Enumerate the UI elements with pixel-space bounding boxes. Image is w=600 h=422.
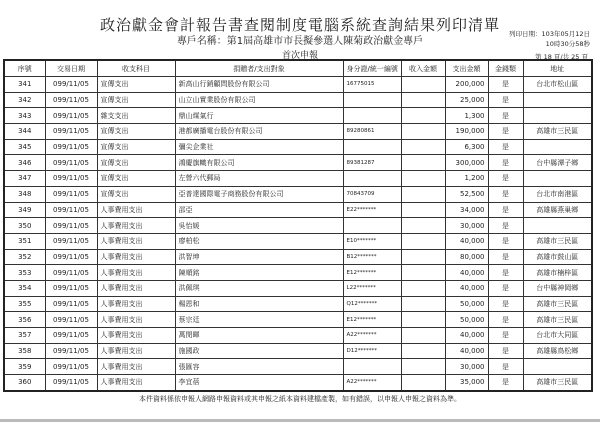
column-header: 地址 xyxy=(523,60,592,77)
table-cell: 099/11/05 xyxy=(45,328,97,344)
table-cell xyxy=(523,218,592,234)
table-row xyxy=(4,108,592,124)
table-cell: 099/11/05 xyxy=(45,359,97,375)
table-cell: 357 xyxy=(4,328,45,344)
table-cell: 359 xyxy=(4,359,45,375)
table-cell: 341 xyxy=(4,77,45,93)
table-row xyxy=(4,312,592,328)
table-cell: 是 xyxy=(488,328,523,344)
table-cell: 高雄市三民區 xyxy=(523,296,592,312)
table-cell: 342 xyxy=(4,92,45,108)
table-cell: 344 xyxy=(4,124,45,140)
column-header: 支出金額 xyxy=(445,60,488,77)
table-cell xyxy=(523,139,592,155)
table-cell xyxy=(401,375,445,391)
table-cell: 人事費用支出 xyxy=(97,312,175,328)
table-cell xyxy=(401,171,445,187)
footer-note: 本件資料係依申報人網路申報資料或其申報之紙本資料建檔產製，如有錯誤，以申報人申報之資料為準。 xyxy=(139,395,461,403)
column-header: 序號 xyxy=(4,60,45,77)
table-cell: 高雄縣燕巢鄉 xyxy=(523,202,592,218)
table-cell: 人事費用支出 xyxy=(97,359,175,375)
table-cell: 宣傳支出 xyxy=(97,171,175,187)
table-cell: 343 xyxy=(4,108,45,124)
report-title: 政治獻金會計報告書查閱制度電腦系統查詢結果列印清單 xyxy=(99,16,500,34)
table-cell xyxy=(523,359,592,375)
column-header: 金錢類 xyxy=(488,60,523,77)
table-cell: 彌尖企業社 xyxy=(175,139,343,155)
table-cell: 陳順銘 xyxy=(175,265,343,281)
table-cell xyxy=(401,343,445,359)
table-row xyxy=(4,249,592,265)
table-cell: 是 xyxy=(488,108,523,124)
table-cell: 宣傳支出 xyxy=(97,92,175,108)
table-cell: 355 xyxy=(4,296,45,312)
table-row xyxy=(4,92,592,108)
table-cell: D12******* xyxy=(343,343,401,359)
table-cell: 30,000 xyxy=(445,359,488,375)
table-row xyxy=(4,155,592,171)
table-cell xyxy=(401,77,445,93)
table-cell xyxy=(401,202,445,218)
table-cell: 34,000 xyxy=(445,202,488,218)
table-cell: 349 xyxy=(4,202,45,218)
table-cell: 099/11/05 xyxy=(45,92,97,108)
table-cell: 萬閔暉 xyxy=(175,328,343,344)
table-cell: 是 xyxy=(488,249,523,265)
table-cell: 200,000 xyxy=(445,77,488,93)
table-cell: E10******* xyxy=(343,233,401,249)
table-cell: 高雄市鼓山區 xyxy=(523,249,592,265)
table-cell: 宣傳支出 xyxy=(97,139,175,155)
report-type: 首次申報 xyxy=(281,51,318,61)
table-cell: 洪智坤 xyxy=(175,249,343,265)
table-cell: 是 xyxy=(488,343,523,359)
table-row xyxy=(4,359,592,375)
table-cell xyxy=(401,328,445,344)
table-cell: 高雄市三民區 xyxy=(523,233,592,249)
table-cell: L22******* xyxy=(343,280,401,296)
table-cell: 廖柏松 xyxy=(175,233,343,249)
table-cell: E12******* xyxy=(343,312,401,328)
table-cell: 是 xyxy=(488,312,523,328)
table-cell: 099/11/05 xyxy=(45,77,97,93)
table-cell: 是 xyxy=(488,296,523,312)
table-row xyxy=(4,171,592,187)
table-cell: 港都廣播電台股份有限公司 xyxy=(175,124,343,140)
table-cell: 6,300 xyxy=(445,139,488,155)
table-cell: 鴻慶旗幟有限公司 xyxy=(175,155,343,171)
table-cell: 是 xyxy=(488,186,523,202)
table-cell: E22******* xyxy=(343,202,401,218)
table-cell: 施國政 xyxy=(175,343,343,359)
table-cell: 是 xyxy=(488,280,523,296)
table-cell: 是 xyxy=(488,155,523,171)
table-cell: 099/11/05 xyxy=(45,139,97,155)
table-cell: 台中縣神岡鄉 xyxy=(523,280,592,296)
table-cell: 人事費用支出 xyxy=(97,328,175,344)
table-cell: 人事費用支出 xyxy=(97,202,175,218)
table-cell: 358 xyxy=(4,343,45,359)
table-cell: 高雄市三民區 xyxy=(523,124,592,140)
table-cell: 099/11/05 xyxy=(45,202,97,218)
table-cell: 高雄市三民區 xyxy=(523,312,592,328)
table-cell xyxy=(401,186,445,202)
table-cell xyxy=(343,359,401,375)
table-cell: 高雄縣鳥松鄉 xyxy=(523,343,592,359)
table-cell: 高雄市三民區 xyxy=(523,375,592,391)
column-header: 捐贈者/支出對象 xyxy=(175,60,343,77)
table-row xyxy=(4,233,592,249)
table-cell xyxy=(401,139,445,155)
table-cell: 李宜蓓 xyxy=(175,375,343,391)
account-name: 專戶名稱：第1屆高雄市市長擬參選人陳菊政治獻金專戶 xyxy=(176,36,424,47)
table-cell xyxy=(401,265,445,281)
table-cell: 35,000 xyxy=(445,375,488,391)
table-cell: 山立山實業股份有限公司 xyxy=(175,92,343,108)
table-cell: 人事費用支出 xyxy=(97,249,175,265)
table-row xyxy=(4,218,592,234)
table-cell: 台北市松山區 xyxy=(523,77,592,93)
table-cell: 099/11/05 xyxy=(45,233,97,249)
print-date-text: 列印日期：103年05月12日 xyxy=(509,30,590,38)
table-cell: 70843709 xyxy=(343,186,401,202)
table-cell xyxy=(401,280,445,296)
table-cell: 是 xyxy=(488,375,523,391)
table-cell xyxy=(523,171,592,187)
table-cell: B12******* xyxy=(343,249,401,265)
records-table xyxy=(3,59,593,392)
table-cell: 宣傳支出 xyxy=(97,77,175,93)
table-cell: 是 xyxy=(488,124,523,140)
table-cell: A22******* xyxy=(343,328,401,344)
table-cell: 346 xyxy=(4,155,45,171)
table-cell: 89381287 xyxy=(343,155,401,171)
table-cell: 1,200 xyxy=(445,171,488,187)
table-cell: 099/11/05 xyxy=(45,280,97,296)
table-cell xyxy=(401,124,445,140)
table-cell: 亞普達國際電子商務股份有限公司 xyxy=(175,186,343,202)
table-cell: 099/11/05 xyxy=(45,218,97,234)
table-cell: 宣傳支出 xyxy=(97,124,175,140)
table-row xyxy=(4,375,592,391)
table-cell: 351 xyxy=(4,233,45,249)
table-cell: 348 xyxy=(4,186,45,202)
table-cell: 邵亞 xyxy=(175,202,343,218)
table-cell: 人事費用支出 xyxy=(97,375,175,391)
table-cell: 345 xyxy=(4,139,45,155)
table-cell xyxy=(401,155,445,171)
table-cell xyxy=(401,359,445,375)
table-cell: 是 xyxy=(488,77,523,93)
table-cell xyxy=(523,92,592,108)
table-row xyxy=(4,343,592,359)
table-cell: 雜支支出 xyxy=(97,108,175,124)
table-cell: 40,000 xyxy=(445,343,488,359)
table-row xyxy=(4,124,592,140)
column-header: 收支科目 xyxy=(97,60,175,77)
table-cell: 是 xyxy=(488,202,523,218)
table-cell: 89280861 xyxy=(343,124,401,140)
table-cell: 099/11/05 xyxy=(45,265,97,281)
table-cell xyxy=(523,108,592,124)
table-cell: 099/11/05 xyxy=(45,171,97,187)
table-cell: 是 xyxy=(488,233,523,249)
table-cell: 人事費用支出 xyxy=(97,218,175,234)
table-cell: 左營六代郵局 xyxy=(175,171,343,187)
table-cell: 099/11/05 xyxy=(45,124,97,140)
table-cell: 099/11/05 xyxy=(45,296,97,312)
table-cell xyxy=(401,296,445,312)
table-cell: E12******* xyxy=(343,265,401,281)
table-header xyxy=(4,60,592,77)
table-cell: 347 xyxy=(4,171,45,187)
table-cell: 52,500 xyxy=(445,186,488,202)
table-cell xyxy=(343,139,401,155)
table-cell: 353 xyxy=(4,265,45,281)
table-cell: 50,000 xyxy=(445,312,488,328)
table-cell: 是 xyxy=(488,171,523,187)
table-cell: 宣傳支出 xyxy=(97,186,175,202)
column-header: 交易日期 xyxy=(45,60,97,77)
table-cell: 是 xyxy=(488,218,523,234)
table-cell: 352 xyxy=(4,249,45,265)
table-cell: 80,000 xyxy=(445,249,488,265)
table-cell: 人事費用支出 xyxy=(97,280,175,296)
table-cell: 099/11/05 xyxy=(45,343,97,359)
table-cell: 台中縣潭子鄉 xyxy=(523,155,592,171)
column-header: 收入金額 xyxy=(401,60,445,77)
table-row xyxy=(4,186,592,202)
table-cell xyxy=(343,218,401,234)
table-cell: 40,000 xyxy=(445,280,488,296)
table-cell: 是 xyxy=(488,92,523,108)
table-cell: 16775015 xyxy=(343,77,401,93)
table-cell: 人事費用支出 xyxy=(97,296,175,312)
table-cell: 099/11/05 xyxy=(45,375,97,391)
table-cell: 40,000 xyxy=(445,265,488,281)
table-cell: 鼎山煤氣行 xyxy=(175,108,343,124)
table-row xyxy=(4,139,592,155)
table-row xyxy=(4,265,592,281)
table-cell: 099/11/05 xyxy=(45,186,97,202)
table-cell: 099/11/05 xyxy=(45,155,97,171)
table-cell: 300,000 xyxy=(445,155,488,171)
table-cell: 人事費用支出 xyxy=(97,233,175,249)
table-cell: 354 xyxy=(4,280,45,296)
table-cell xyxy=(401,218,445,234)
table-cell xyxy=(401,312,445,328)
print-date xyxy=(509,29,590,49)
table-cell: 50,000 xyxy=(445,296,488,312)
table-cell: 360 xyxy=(4,375,45,391)
table-cell: 099/11/05 xyxy=(45,249,97,265)
table-cell xyxy=(343,92,401,108)
table-cell xyxy=(401,92,445,108)
table-cell: Q12******* xyxy=(343,296,401,312)
table-cell: 是 xyxy=(488,139,523,155)
page-info: 第 18 頁/共 25 頁 xyxy=(535,53,588,61)
table-cell: 190,000 xyxy=(445,124,488,140)
table-cell: 宣傳支出 xyxy=(97,155,175,171)
table-cell: 099/11/05 xyxy=(45,108,97,124)
table-cell: 356 xyxy=(4,312,45,328)
table-cell: 是 xyxy=(488,265,523,281)
table-cell: 099/11/05 xyxy=(45,312,97,328)
table-cell xyxy=(343,171,401,187)
table-cell: 是 xyxy=(488,359,523,375)
table-cell: 30,000 xyxy=(445,218,488,234)
table-cell: 350 xyxy=(4,218,45,234)
table-cell xyxy=(401,233,445,249)
table-cell: A22******* xyxy=(343,375,401,391)
table-cell: 吳怡媛 xyxy=(175,218,343,234)
table-cell: 洪佩琪 xyxy=(175,280,343,296)
table-row xyxy=(4,296,592,312)
table-cell: 蔡宗廷 xyxy=(175,312,343,328)
table-cell xyxy=(401,108,445,124)
column-header: 身分證/統一編號 xyxy=(343,60,401,77)
table-cell: 1,300 xyxy=(445,108,488,124)
table-cell: 25,000 xyxy=(445,92,488,108)
table-cell: 高雄市楠梓區 xyxy=(523,265,592,281)
table-row xyxy=(4,202,592,218)
table-cell: 台北市大同區 xyxy=(523,328,592,344)
table-cell xyxy=(343,108,401,124)
print-time-text: 10時30分58秒 xyxy=(545,40,590,48)
table-cell: 人事費用支出 xyxy=(97,343,175,359)
table-row xyxy=(4,328,592,344)
table-row xyxy=(4,77,592,93)
table-cell: 楊恩和 xyxy=(175,296,343,312)
table-cell: 40,000 xyxy=(445,233,488,249)
table-cell: 人事費用支出 xyxy=(97,265,175,281)
table-cell: 台北市南港區 xyxy=(523,186,592,202)
table-row xyxy=(4,280,592,296)
table-cell: 張匯容 xyxy=(175,359,343,375)
table-cell: 新高山行銷顧問股份有限公司 xyxy=(175,77,343,93)
table-cell: 40,000 xyxy=(445,328,488,344)
table-cell xyxy=(401,249,445,265)
